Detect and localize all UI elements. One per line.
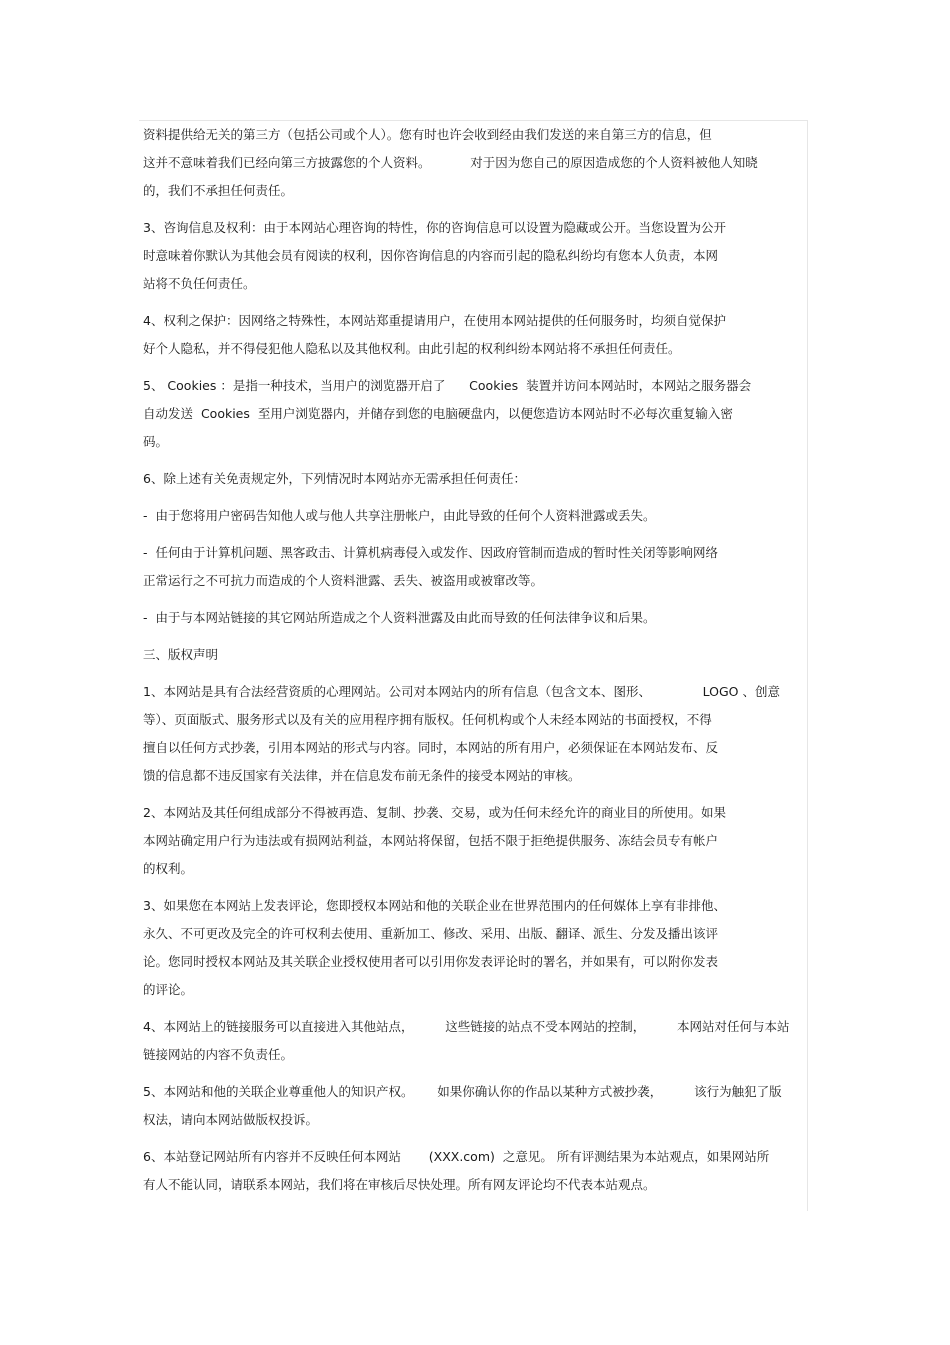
text-line: 3、咨询信息及权利：由于本网站心理咨询的特性，你的咨询信息可以设置为隐藏或公开。当您设置为公开 bbox=[143, 220, 726, 235]
paragraph bbox=[143, 121, 808, 205]
text-line: 三、版权声明 bbox=[143, 647, 219, 662]
paragraph bbox=[143, 214, 808, 298]
text-line: 4、权利之保护：因网络之特殊性，本网站郑重提请用户，在使用本网站提供的任何服务时，均须自觉保护 bbox=[143, 313, 726, 328]
paragraph bbox=[143, 1143, 808, 1199]
text-line: 好个人隐私，并不得侵犯他人隐私以及其他权利。由此引起的权利纠纷本网站将不承担任何责任。 bbox=[143, 341, 681, 356]
paragraph bbox=[143, 372, 808, 456]
paragraph bbox=[143, 678, 808, 790]
text-line: 永久、不可更改及完全的许可权利去使用、重新加工、修改、采用、出版、翻译、派生、分发及播出该评 bbox=[143, 926, 719, 941]
text-line: 4、本网站上的链接服务可以直接进入其他站点， 这些链接的站点不受本网站的控制， 本网站对任何与本站 bbox=[143, 1019, 790, 1034]
paragraph bbox=[143, 1078, 808, 1134]
text-line: 6、本站登记网站所有内容并不反映任何本网站 (XXX.com) 之意见。 所有评测结果为本站观点，如果网站所 bbox=[143, 1149, 770, 1164]
text-line: - 由于您将用户密码告知他人或与他人共享注册帐户，由此导致的任何个人资料泄露或丢失。 bbox=[143, 508, 656, 523]
text-line: 时意味着你默认为其他会员有阅读的权利，因你咨询信息的内容而引起的隐私纠纷均有您本人负责，本网 bbox=[143, 248, 719, 263]
text-line: 站将不负任何责任。 bbox=[143, 276, 256, 291]
text-line: 这并不意味着我们已经向第三方披露您的个人资料。 对于因为您自己的原因造成您的个人资料被他人知晓 bbox=[143, 155, 758, 170]
text-line: 权法，请向本网站做版权投诉。 bbox=[143, 1112, 319, 1127]
text-line: 的，我们不承担任何责任。 bbox=[143, 183, 294, 198]
text-line: 1、本网站是具有合法经营资质的心理网站。公司对本网站内的所有信息（包含文本、图形、 LOGO 、创意 bbox=[143, 684, 780, 699]
paragraph bbox=[143, 539, 808, 595]
text-line: 3、如果您在本网站上发表评论，您即授权本网站和他的关联企业在世界范围内的任何媒体上享有非排他、 bbox=[143, 898, 726, 913]
text-line: 码。 bbox=[143, 434, 169, 449]
paragraph bbox=[143, 641, 808, 669]
text-line: 的评论。 bbox=[143, 982, 194, 997]
paragraph bbox=[143, 1013, 808, 1069]
text-line: 自动发送 Cookies 至用户浏览器内，并储存到您的电脑硬盘内，以便您造访本网站时不必每次重复输入密 bbox=[143, 406, 733, 421]
text-line: - 任何由于计算机问题、黑客政击、计算机病毒侵入或发作、因政府管制而造成的暂时性关闭等影响网络 bbox=[143, 545, 718, 560]
text-line: 正常运行之不可抗力而造成的个人资料泄露、丢失、被盗用或被窜改等。 bbox=[143, 573, 544, 588]
text-line: 本网站确定用户行为违法或有损网站利益，本网站将保留，包括不限于拒绝提供服务、冻结会员专有帐户 bbox=[143, 833, 719, 848]
paragraph bbox=[143, 307, 808, 363]
paragraph bbox=[143, 502, 808, 530]
paragraph bbox=[143, 799, 808, 883]
text-line: 论。您同时授权本网站及其关联企业授权使用者可以引用你发表评论时的署名，并如果有，可以附你发表 bbox=[143, 954, 719, 969]
paragraph bbox=[143, 465, 808, 493]
paragraph bbox=[143, 604, 808, 632]
text-line: 5、本网站和他的关联企业尊重他人的知识产权。 如果你确认你的作品以某种方式被抄袭， 该行为触犯了版 bbox=[143, 1084, 782, 1099]
text-line: 5、 Cookies ：是指一种技术，当用户的浏览器开启了 Cookies 装置并访问本网站时，本网站之服务器会 bbox=[143, 378, 752, 393]
document-body bbox=[143, 121, 808, 1208]
text-line: 等）、页面版式、服务形式以及有关的应用程序拥有版权。任何机构或个人未经本网站的书面授权，不得 bbox=[143, 712, 712, 727]
text-line: 2、本网站及其任何组成部分不得被再造、复制、抄袭、交易，或为任何未经允许的商业目的所使用。如果 bbox=[143, 805, 726, 820]
text-line: 资料提供给无关的第三方（包括公司或个人）。您有时也许会收到经由我们发送的来自第三方的信息，但 bbox=[143, 127, 712, 142]
text-line: 有人不能认同，请联系本网站，我们将在审核后尽快处理。所有网友评论均不代表本站观点。 bbox=[143, 1177, 656, 1192]
text-line: 链接网站的内容不负责任。 bbox=[143, 1047, 294, 1062]
text-line: 馈的信息都不违反国家有关法律，并在信息发布前无条件的接受本网站的审核。 bbox=[143, 768, 581, 783]
text-line: - 由于与本网站链接的其它网站所造成之个人资料泄露及由此而导致的任何法律争议和后果。 bbox=[143, 610, 656, 625]
text-line: 6、除上述有关免责规定外，下列情况时本网站亦无需承担任何责任： bbox=[143, 471, 526, 486]
paragraph bbox=[143, 892, 808, 1004]
text-line: 的权利。 bbox=[143, 861, 194, 876]
text-line: 擅自以任何方式抄袭，引用本网站的形式与内容。同时，本网站的所有用户，必须保证在本网站发布、反 bbox=[143, 740, 719, 755]
